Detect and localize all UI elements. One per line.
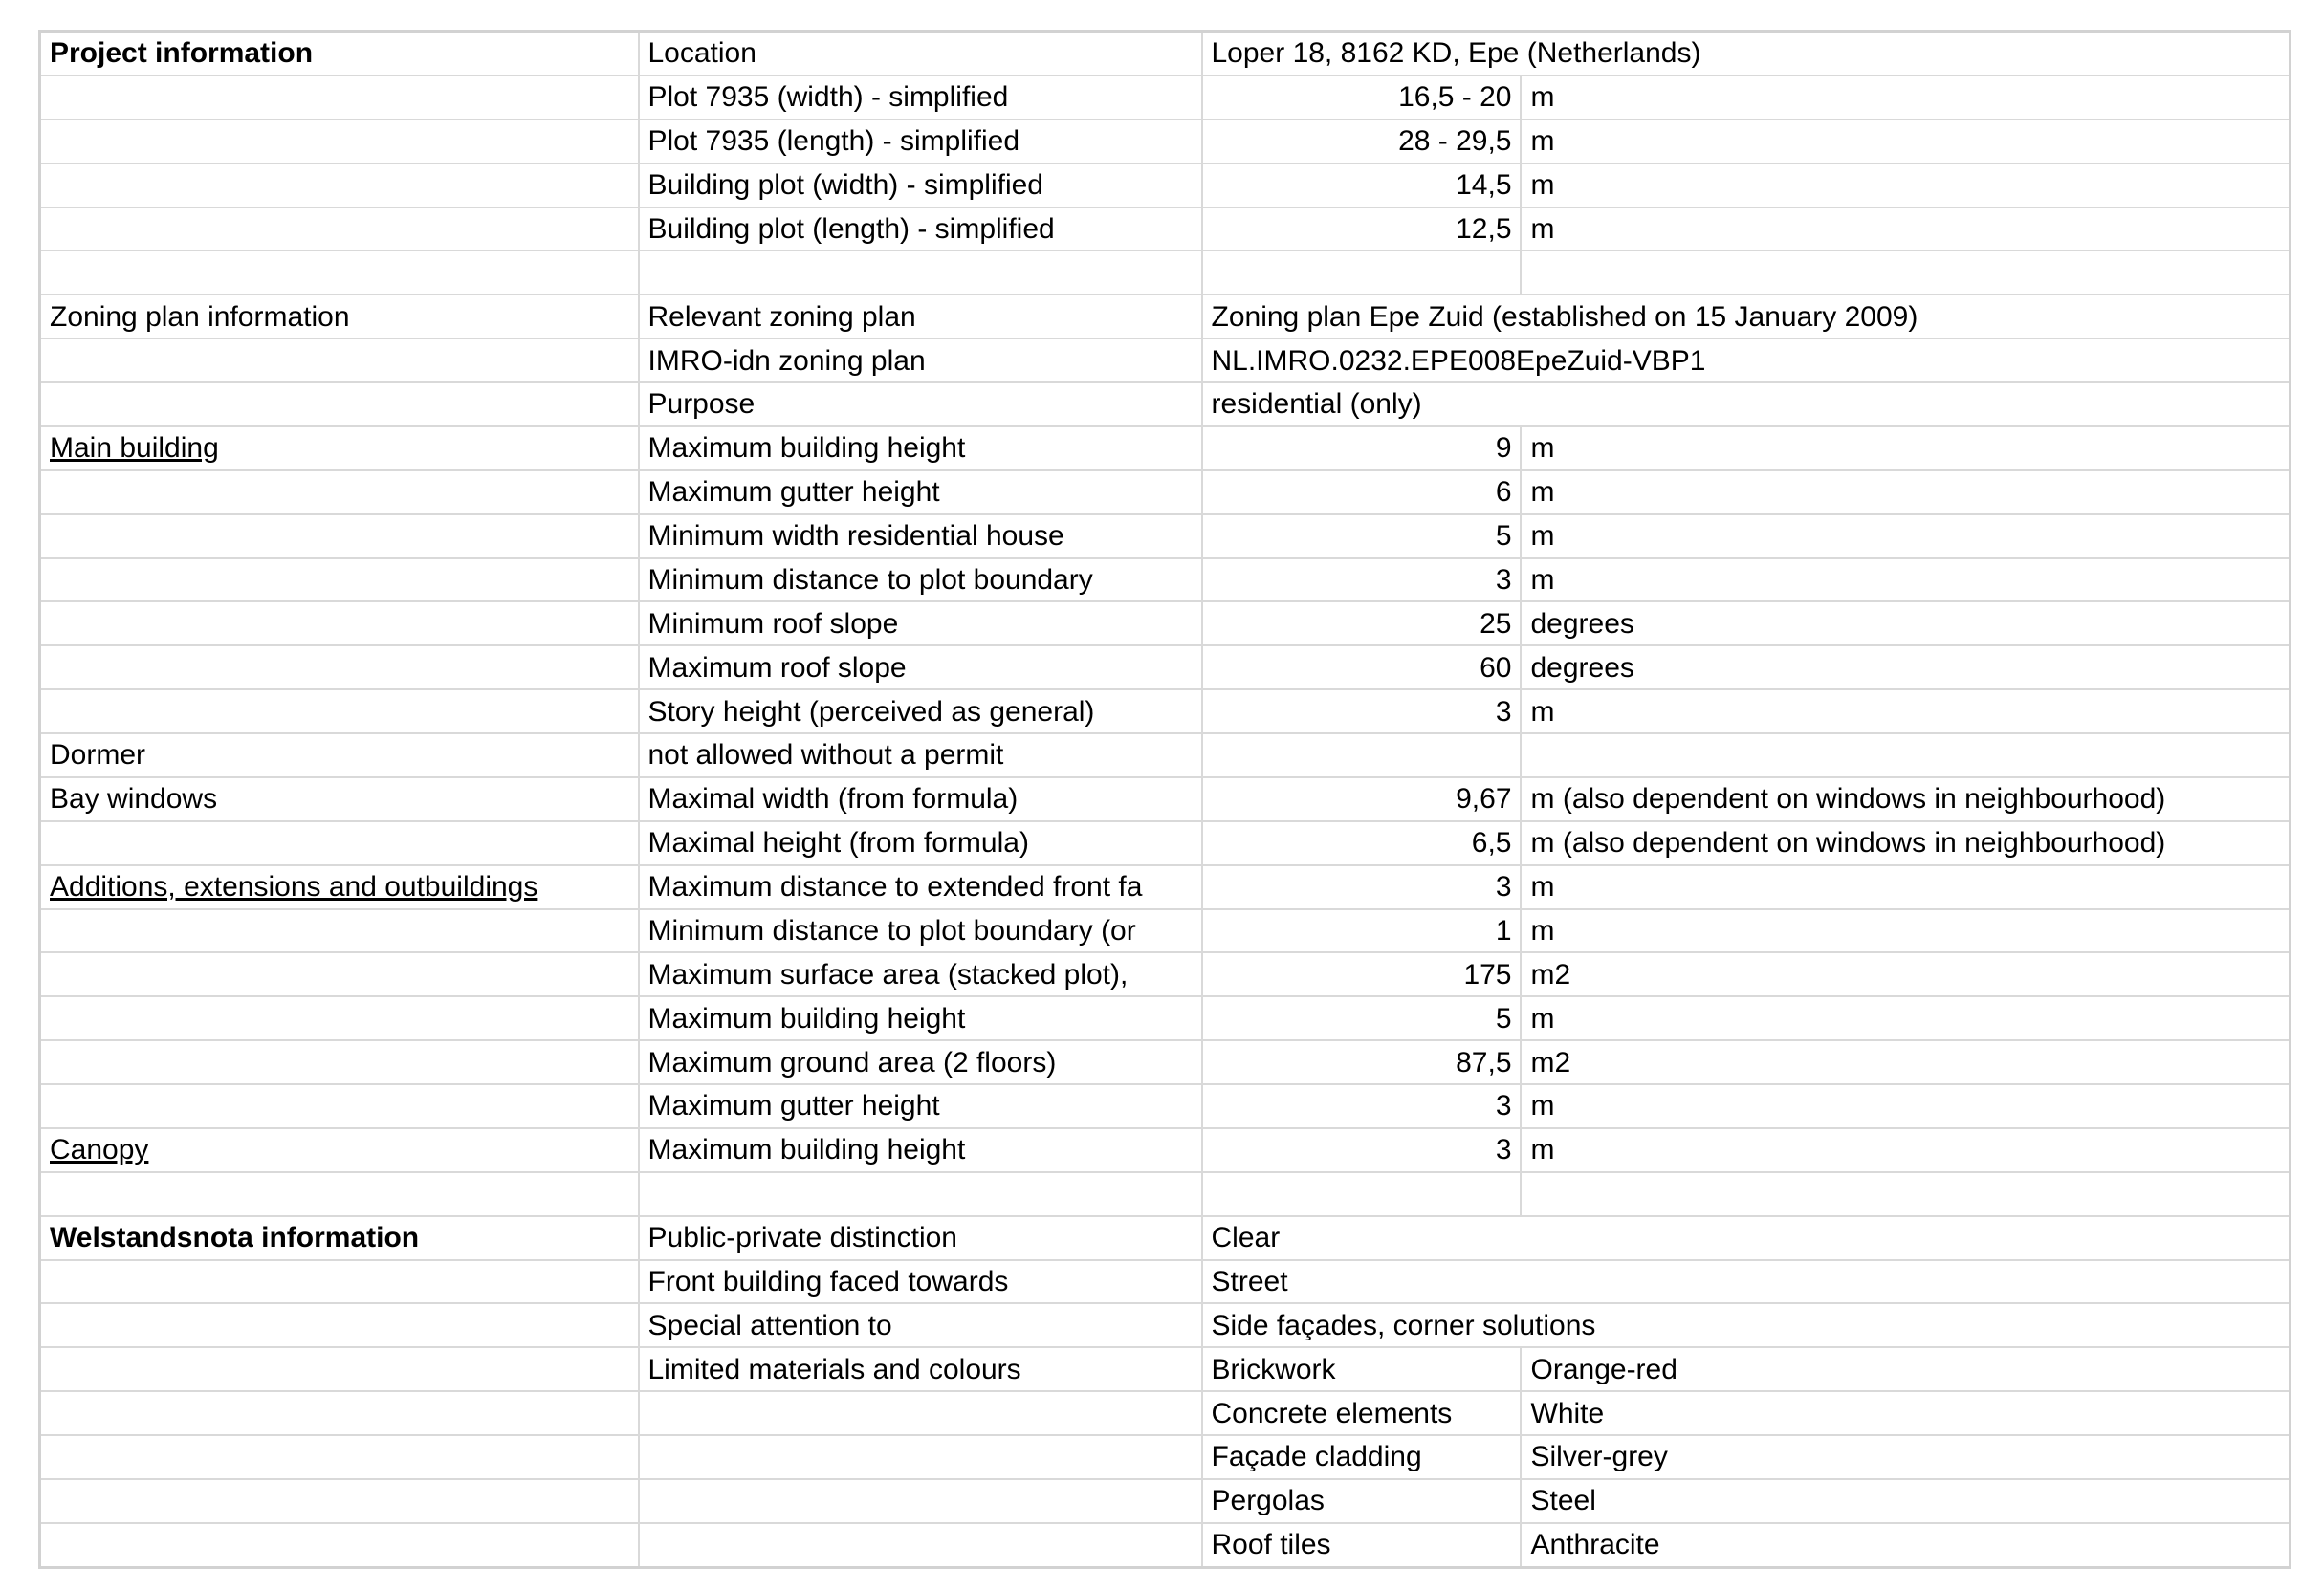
table-row xyxy=(40,689,2291,733)
category-cell xyxy=(40,996,639,1040)
category-cell xyxy=(40,514,639,558)
value-cell: 28 - 29,5 xyxy=(1202,120,1521,163)
value-cell: Zoning plan Epe Zuid (established on 15 January 2009) xyxy=(1202,294,2291,338)
category-cell xyxy=(40,1347,639,1391)
property-cell: Purpose xyxy=(639,382,1202,426)
value-cell: 60 xyxy=(1202,645,1521,689)
category-cell: Dormer xyxy=(40,733,639,777)
unit-cell: m xyxy=(1521,1128,2291,1172)
property-cell: Maximal width (from formula) xyxy=(639,777,1202,821)
value-cell: 5 xyxy=(1202,996,1521,1040)
value-cell: Roof tiles xyxy=(1202,1523,1521,1567)
table-row xyxy=(40,909,2291,953)
table-row xyxy=(40,382,2291,426)
unit-cell: m xyxy=(1521,514,2291,558)
category-cell xyxy=(40,470,639,514)
table-row xyxy=(40,207,2291,251)
property-cell: Plot 7935 (length) - simplified xyxy=(639,120,1202,163)
unit-cell: m xyxy=(1521,207,2291,251)
property-cell: Maximum building height xyxy=(639,1128,1202,1172)
unit-cell: m xyxy=(1521,996,2291,1040)
category-cell: Project information xyxy=(40,32,639,76)
table-row xyxy=(40,777,2291,821)
unit-cell xyxy=(1521,733,2291,777)
unit-cell: m xyxy=(1521,163,2291,207)
table-row xyxy=(40,470,2291,514)
property-cell: Public-private distinction xyxy=(639,1216,1202,1260)
table-row xyxy=(40,1128,2291,1172)
category-cell: Additions, extensions and outbuildings xyxy=(40,865,639,909)
property-cell: Building plot (length) - simplified xyxy=(639,207,1202,251)
category-cell xyxy=(40,601,639,645)
property-cell xyxy=(639,1523,1202,1567)
value-cell: 25 xyxy=(1202,601,1521,645)
category-cell xyxy=(40,1523,639,1567)
value-cell: 6,5 xyxy=(1202,821,1521,865)
category-cell xyxy=(40,251,639,294)
unit-cell: Anthracite xyxy=(1521,1523,2291,1567)
unit-cell xyxy=(1521,1172,2291,1216)
property-cell: Maximal height (from formula) xyxy=(639,821,1202,865)
value-cell: Clear xyxy=(1202,1216,2291,1260)
category-cell xyxy=(40,645,639,689)
table-row xyxy=(40,338,2291,382)
unit-cell: degrees xyxy=(1521,645,2291,689)
category-cell xyxy=(40,558,639,602)
value-cell: 1 xyxy=(1202,909,1521,953)
category-cell xyxy=(40,1435,639,1479)
value-cell xyxy=(1202,733,1521,777)
property-cell xyxy=(639,1435,1202,1479)
table-row xyxy=(40,1347,2291,1391)
table-row xyxy=(40,558,2291,602)
value-cell: Street xyxy=(1202,1260,2291,1304)
unit-cell: m (also dependent on windows in neighbourhood) xyxy=(1521,821,2291,865)
value-cell: 9 xyxy=(1202,426,1521,470)
property-cell: Maximum gutter height xyxy=(639,470,1202,514)
table-row xyxy=(40,426,2291,470)
table-row xyxy=(40,601,2291,645)
table-row xyxy=(40,251,2291,294)
value-cell: Façade cladding xyxy=(1202,1435,1521,1479)
property-cell: Minimum distance to plot boundary xyxy=(639,558,1202,602)
category-cell: Welstandsnota information xyxy=(40,1216,639,1260)
value-cell: Brickwork xyxy=(1202,1347,1521,1391)
unit-cell: m xyxy=(1521,1084,2291,1128)
table-row xyxy=(40,76,2291,120)
property-cell: Minimum width residential house xyxy=(639,514,1202,558)
category-cell xyxy=(40,689,639,733)
table-row xyxy=(40,163,2291,207)
unit-cell: m xyxy=(1521,909,2291,953)
table-row xyxy=(40,733,2291,777)
value-cell: 87,5 xyxy=(1202,1040,1521,1084)
unit-cell: Silver-grey xyxy=(1521,1435,2291,1479)
category-cell xyxy=(40,207,639,251)
table-row xyxy=(40,952,2291,996)
category-cell xyxy=(40,1303,639,1347)
property-cell xyxy=(639,251,1202,294)
property-cell: Limited materials and colours xyxy=(639,1347,1202,1391)
table-row xyxy=(40,865,2291,909)
property-cell: Maximum building height xyxy=(639,996,1202,1040)
property-cell xyxy=(639,1391,1202,1435)
value-cell: 175 xyxy=(1202,952,1521,996)
table-row xyxy=(40,1084,2291,1128)
unit-cell: m xyxy=(1521,426,2291,470)
table-row xyxy=(40,1040,2291,1084)
category-cell xyxy=(40,952,639,996)
table-row xyxy=(40,1172,2291,1216)
category-cell xyxy=(40,1040,639,1084)
value-cell: 14,5 xyxy=(1202,163,1521,207)
value-cell: 3 xyxy=(1202,689,1521,733)
category-cell: Canopy xyxy=(40,1128,639,1172)
zoning-info-table xyxy=(38,30,2291,1569)
property-cell: Story height (perceived as general) xyxy=(639,689,1202,733)
property-cell: Location xyxy=(639,32,1202,76)
value-cell: Side façades, corner solutions xyxy=(1202,1303,2291,1347)
table-row xyxy=(40,821,2291,865)
category-cell xyxy=(40,1084,639,1128)
table-row xyxy=(40,1216,2291,1260)
table-row xyxy=(40,996,2291,1040)
value-cell: 3 xyxy=(1202,865,1521,909)
table-body xyxy=(40,32,2291,1568)
table-row xyxy=(40,1523,2291,1567)
value-cell: 6 xyxy=(1202,470,1521,514)
value-cell: 16,5 - 20 xyxy=(1202,76,1521,120)
unit-cell: m xyxy=(1521,558,2291,602)
value-cell: Concrete elements xyxy=(1202,1391,1521,1435)
value-cell: Loper 18, 8162 KD, Epe (Netherlands) xyxy=(1202,32,2291,76)
property-cell: not allowed without a permit xyxy=(639,733,1202,777)
table-row xyxy=(40,1479,2291,1523)
unit-cell: Orange-red xyxy=(1521,1347,2291,1391)
property-cell: Maximum distance to extended front fa xyxy=(639,865,1202,909)
value-cell: 9,67 xyxy=(1202,777,1521,821)
value-cell: 3 xyxy=(1202,1084,1521,1128)
category-cell xyxy=(40,382,639,426)
table-row xyxy=(40,1303,2291,1347)
property-cell: Front building faced towards xyxy=(639,1260,1202,1304)
unit-cell: m xyxy=(1521,470,2291,514)
unit-cell: m2 xyxy=(1521,1040,2291,1084)
value-cell: 3 xyxy=(1202,1128,1521,1172)
category-cell xyxy=(40,909,639,953)
value-cell: residential (only) xyxy=(1202,382,2291,426)
property-cell: Minimum roof slope xyxy=(639,601,1202,645)
category-cell: Bay windows xyxy=(40,777,639,821)
property-cell: Relevant zoning plan xyxy=(639,294,1202,338)
unit-cell: m xyxy=(1521,865,2291,909)
category-cell xyxy=(40,1479,639,1523)
property-cell: Plot 7935 (width) - simplified xyxy=(639,76,1202,120)
table-row xyxy=(40,1391,2291,1435)
table-row xyxy=(40,120,2291,163)
unit-cell: m xyxy=(1521,689,2291,733)
value-cell xyxy=(1202,251,1521,294)
unit-cell: m xyxy=(1521,76,2291,120)
property-cell xyxy=(639,1479,1202,1523)
category-cell xyxy=(40,338,639,382)
unit-cell xyxy=(1521,251,2291,294)
property-cell: Building plot (width) - simplified xyxy=(639,163,1202,207)
value-cell: 5 xyxy=(1202,514,1521,558)
spreadsheet-area xyxy=(38,30,2291,1569)
category-cell: Zoning plan information xyxy=(40,294,639,338)
table-row xyxy=(40,32,2291,76)
property-cell: Maximum ground area (2 floors) xyxy=(639,1040,1202,1084)
property-cell: IMRO-idn zoning plan xyxy=(639,338,1202,382)
table-row xyxy=(40,514,2291,558)
table-row xyxy=(40,645,2291,689)
category-cell: Main building xyxy=(40,426,639,470)
unit-cell: White xyxy=(1521,1391,2291,1435)
unit-cell: m (also dependent on windows in neighbourhood) xyxy=(1521,777,2291,821)
unit-cell: degrees xyxy=(1521,601,2291,645)
unit-cell: m2 xyxy=(1521,952,2291,996)
table-row xyxy=(40,294,2291,338)
property-cell: Maximum roof slope xyxy=(639,645,1202,689)
value-cell: 12,5 xyxy=(1202,207,1521,251)
category-cell xyxy=(40,163,639,207)
category-cell xyxy=(40,1172,639,1216)
value-cell: Pergolas xyxy=(1202,1479,1521,1523)
property-cell: Special attention to xyxy=(639,1303,1202,1347)
property-cell xyxy=(639,1172,1202,1216)
table-row xyxy=(40,1435,2291,1479)
unit-cell: Steel xyxy=(1521,1479,2291,1523)
unit-cell: m xyxy=(1521,120,2291,163)
value-cell: 3 xyxy=(1202,558,1521,602)
category-cell xyxy=(40,120,639,163)
category-cell xyxy=(40,1260,639,1304)
category-cell xyxy=(40,76,639,120)
property-cell: Maximum surface area (stacked plot), xyxy=(639,952,1202,996)
value-cell xyxy=(1202,1172,1521,1216)
property-cell: Maximum gutter height xyxy=(639,1084,1202,1128)
value-cell: NL.IMRO.0232.EPE008EpeZuid-VBP1 xyxy=(1202,338,2291,382)
category-cell xyxy=(40,821,639,865)
property-cell: Maximum building height xyxy=(639,426,1202,470)
property-cell: Minimum distance to plot boundary (or xyxy=(639,909,1202,953)
table-row xyxy=(40,1260,2291,1304)
category-cell xyxy=(40,1391,639,1435)
